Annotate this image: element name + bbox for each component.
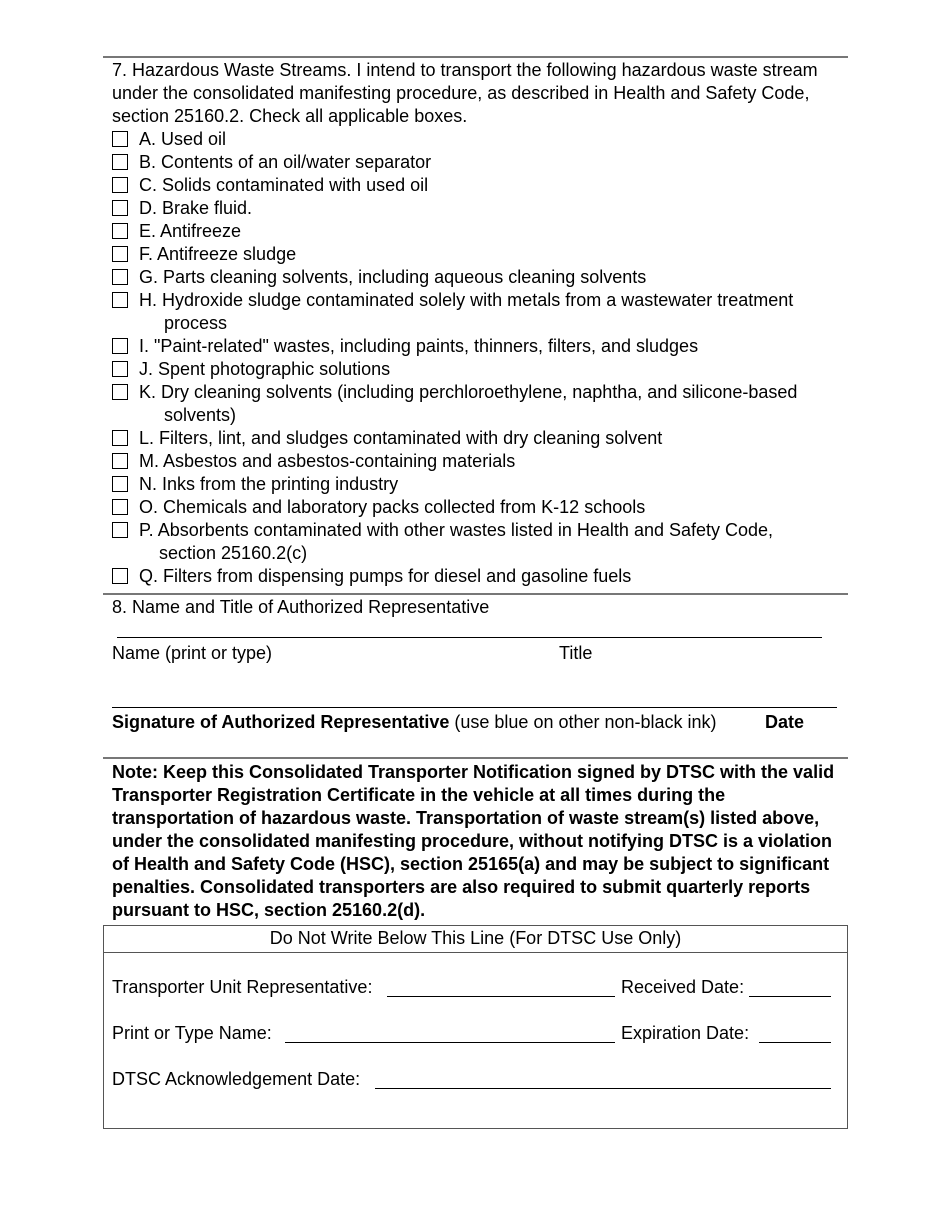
waste-stream-checkbox[interactable]	[112, 269, 128, 285]
waste-stream-checkbox[interactable]	[112, 361, 128, 377]
waste-stream-checkbox[interactable]	[112, 430, 128, 446]
waste-stream-checkbox[interactable]	[112, 177, 128, 193]
dtsc-box-header: Do Not Write Below This Line (For DTSC Use Only)	[104, 926, 847, 953]
waste-stream-item	[112, 565, 832, 588]
waste-stream-checkbox[interactable]	[112, 131, 128, 147]
dtsc-ack-date-label: DTSC Acknowledgement Date:	[112, 1069, 361, 1089]
waste-stream-item	[112, 496, 832, 519]
print-name-field[interactable]	[285, 1042, 615, 1043]
received-date-field[interactable]	[749, 996, 831, 997]
dtsc-ack-date-field[interactable]	[375, 1088, 831, 1089]
waste-stream-item	[112, 266, 832, 289]
waste-stream-item	[112, 243, 832, 266]
waste-stream-item	[112, 358, 832, 381]
waste-stream-checkbox[interactable]	[112, 223, 128, 239]
waste-stream-item	[112, 450, 832, 473]
waste-stream-checkbox[interactable]	[112, 499, 128, 515]
waste-stream-item	[112, 174, 832, 197]
signature-label	[112, 711, 717, 734]
date-label: Date	[765, 712, 805, 732]
waste-stream-label: Q. Filters from dispensing pumps for diesel and gasoline fuels	[139, 566, 632, 586]
top-divider	[103, 56, 848, 58]
waste-stream-checkbox[interactable]	[112, 476, 128, 492]
waste-stream-label: M. Asbestos and asbestos-containing materials	[139, 451, 516, 471]
section-7-intro: 7. Hazardous Waste Streams. I intend to transport the following hazardous waste stream under the consolidated manifesting procedure, as described in Health and Safety Code, section 25160.2. Check all applicable boxes.	[112, 60, 818, 126]
section-8-divider	[103, 757, 848, 759]
dtsc-use-only-box	[103, 925, 848, 1129]
signature-line[interactable]	[112, 707, 837, 708]
waste-stream-label: E. Antifreeze	[139, 221, 242, 241]
waste-stream-label-continuation: section 25160.2(c)	[159, 543, 308, 563]
name-label: Name (print or type)	[112, 643, 273, 663]
waste-stream-label: B. Contents of an oil/water separator	[139, 152, 432, 172]
waste-stream-label-continuation: solvents)	[164, 405, 237, 425]
transporter-note: Note: Keep this Consolidated Transporter Notification signed by DTSC with the valid Transporter Registration Certificate in the vehicle at all times during the transportation of hazardous waste. Transportation of waste stream(s) listed above, under the consolidated manifesting procedure, without notifying DTSC is a violation of Health and Safety Code (HSC), section 25165(a) and may be subject to significant penalties. Consolidated transporters are also required to submit quarterly reports pursuant to HSC, section 25160.2(d).	[112, 762, 835, 920]
title-label: Title	[559, 643, 593, 663]
hazardous-waste-streams-section	[112, 59, 832, 588]
waste-stream-checkbox[interactable]	[112, 568, 128, 584]
waste-stream-item	[112, 220, 832, 243]
waste-stream-item	[112, 128, 832, 151]
waste-stream-item	[112, 427, 832, 450]
transporter-rep-field[interactable]	[387, 996, 615, 997]
expiration-date-label: Expiration Date:	[621, 1023, 750, 1043]
print-name-label: Print or Type Name:	[112, 1023, 272, 1043]
waste-stream-label: F. Antifreeze sludge	[139, 244, 297, 264]
waste-stream-checkbox[interactable]	[112, 200, 128, 216]
waste-stream-label: I. "Paint-related" wastes, including paints, thinners, filters, and sludges	[139, 336, 699, 356]
waste-stream-label: D. Brake fluid.	[139, 198, 253, 218]
waste-stream-checkbox[interactable]	[112, 246, 128, 262]
received-date-label: Received Date:	[621, 977, 745, 997]
waste-stream-label: L. Filters, lint, and sludges contaminated with dry cleaning solvent	[139, 428, 663, 448]
waste-stream-item	[112, 335, 832, 358]
waste-stream-label: K. Dry cleaning solvents (including perchloroethylene, naphtha, and silicone-based	[139, 382, 798, 402]
waste-stream-label: P. Absorbents contaminated with other wastes listed in Health and Safety Code,	[139, 520, 774, 540]
waste-stream-checkbox[interactable]	[112, 384, 128, 400]
waste-stream-label: A. Used oil	[139, 129, 227, 149]
waste-stream-item	[112, 381, 832, 427]
signature-ink-note: (use blue on other non-black ink)	[449, 712, 717, 732]
waste-stream-label-continuation: process	[164, 313, 228, 333]
waste-stream-label: G. Parts cleaning solvents, including aqueous cleaning solvents	[139, 267, 647, 287]
waste-stream-item	[112, 473, 832, 496]
waste-stream-checkbox[interactable]	[112, 522, 128, 538]
waste-stream-label: O. Chemicals and laboratory packs collected from K-12 schools	[139, 497, 646, 517]
waste-stream-label: H. Hydroxide sludge contaminated solely with metals from a wastewater treatment	[139, 290, 794, 310]
waste-stream-checklist	[112, 128, 832, 588]
waste-stream-item	[112, 151, 832, 174]
name-title-line[interactable]	[117, 637, 822, 638]
waste-stream-label: J. Spent photographic solutions	[139, 359, 391, 379]
waste-stream-checkbox[interactable]	[112, 292, 128, 308]
waste-stream-checkbox[interactable]	[112, 154, 128, 170]
waste-stream-item	[112, 289, 832, 335]
waste-stream-item	[112, 197, 832, 220]
waste-stream-checkbox[interactable]	[112, 338, 128, 354]
section-8-title: 8. Name and Title of Authorized Representative	[112, 597, 490, 617]
waste-stream-label: C. Solids contaminated with used oil	[139, 175, 429, 195]
section-7-divider	[103, 593, 848, 595]
expiration-date-field[interactable]	[759, 1042, 831, 1043]
waste-stream-checkbox[interactable]	[112, 453, 128, 469]
transporter-rep-label: Transporter Unit Representative:	[112, 977, 373, 997]
waste-stream-item	[112, 519, 832, 565]
signature-label-bold: Signature of Authorized Representative	[112, 712, 450, 732]
waste-stream-label: N. Inks from the printing industry	[139, 474, 399, 494]
